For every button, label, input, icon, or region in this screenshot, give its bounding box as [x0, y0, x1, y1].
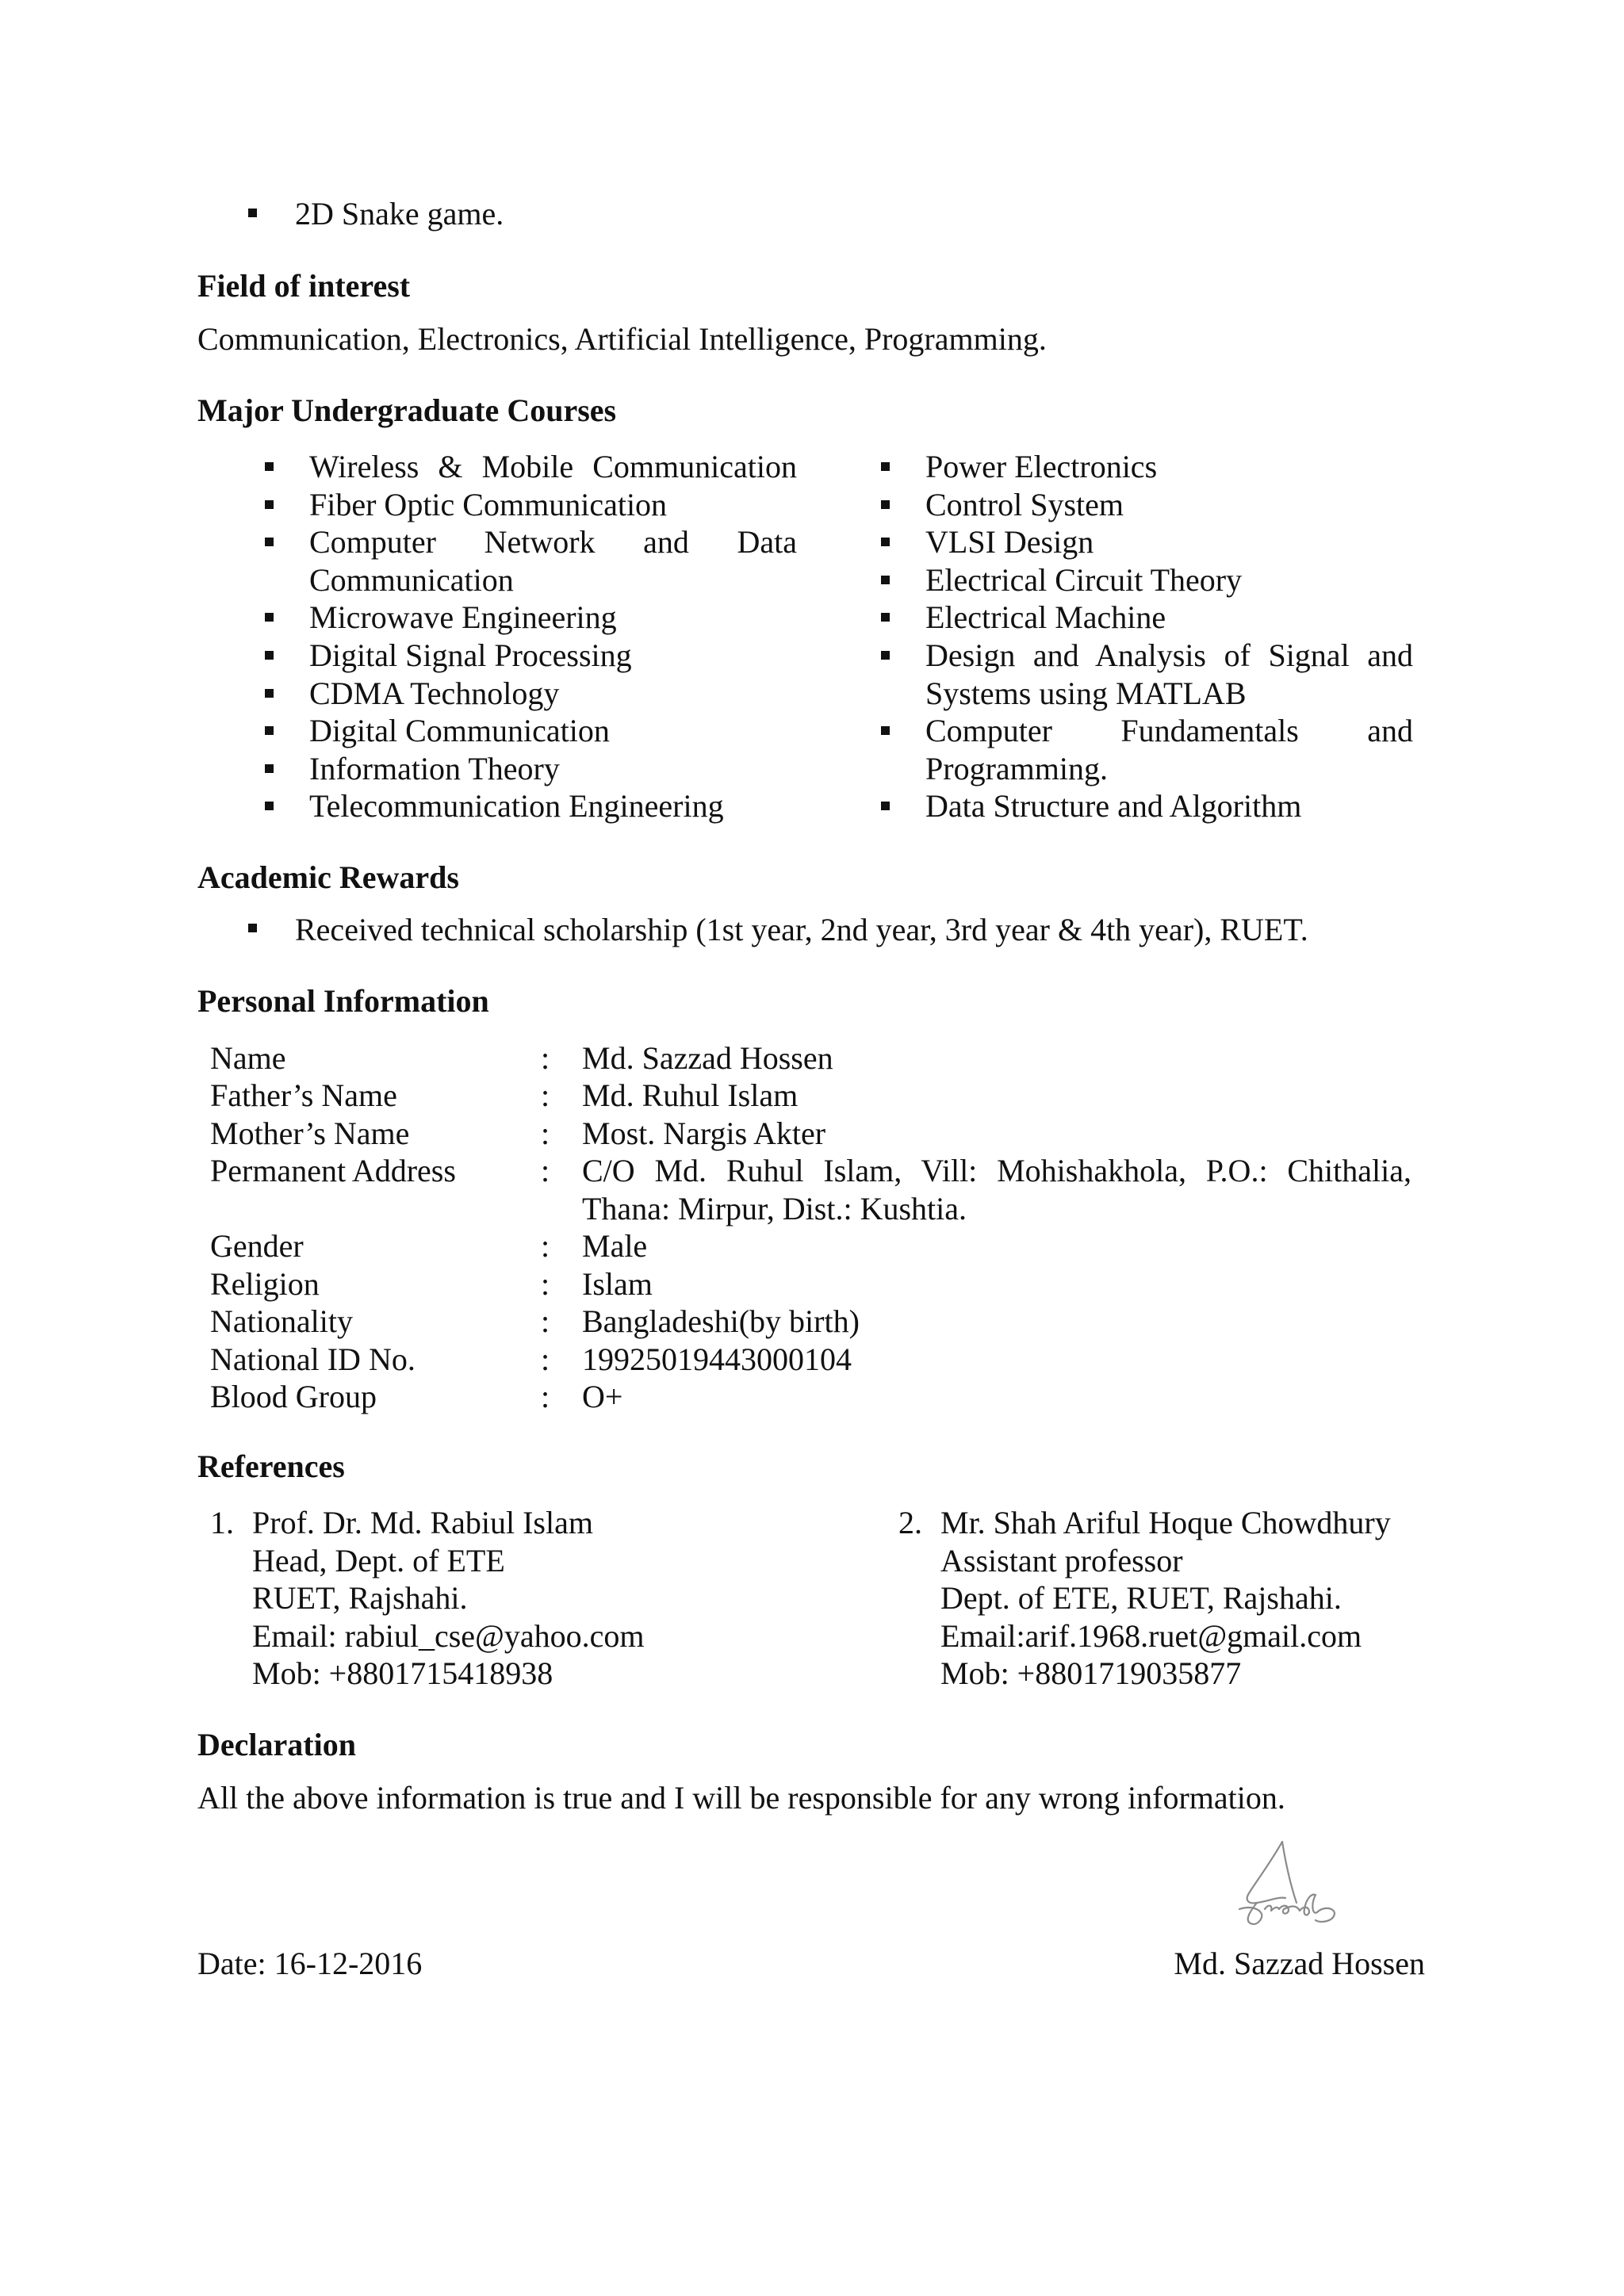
course-item: Fiber Optic Communication — [309, 486, 797, 524]
references-heading: References — [197, 1448, 345, 1484]
course-item: Telecommunication Engineering — [309, 787, 797, 825]
rewards-heading: Academic Rewards — [197, 859, 459, 895]
bullet-icon — [881, 576, 890, 584]
bullet-icon — [248, 924, 257, 932]
field-of-interest-text: Communication, Electronics, Artificial Intelligence, Programming. — [197, 321, 1047, 357]
bullet-icon — [265, 764, 274, 773]
bullet-icon — [265, 538, 274, 546]
course-item: Digital Communication — [309, 712, 797, 750]
bullet-icon — [265, 462, 274, 471]
bullet-icon — [881, 500, 890, 509]
field-of-interest-heading: Field of interest — [197, 268, 411, 304]
personal-heading: Personal Information — [197, 983, 489, 1019]
declaration-heading: Declaration — [197, 1727, 356, 1762]
bullet-icon — [265, 726, 274, 735]
course-item: Electrical Machine — [925, 599, 1413, 637]
course-item: Microwave Engineering — [309, 599, 797, 637]
course-item: Information Theory — [309, 750, 797, 788]
declaration-text: All the above information is true and I will be responsible for any wrong information. — [197, 1780, 1285, 1816]
bullet-icon — [265, 500, 274, 509]
course-item: Design and Analysis of Signal and Systems using MATLAB — [925, 637, 1413, 712]
course-item: Digital Signal Processing — [309, 637, 797, 675]
bullet-icon — [881, 651, 890, 660]
course-item: Wireless & Mobile Communication — [309, 448, 797, 486]
courses-left-column — [309, 448, 797, 825]
bullet-icon — [265, 613, 274, 622]
course-item: Control System — [925, 486, 1413, 524]
courses-right-column — [925, 448, 1413, 825]
course-item: Data Structure and Algorithm — [925, 787, 1413, 825]
course-item: VLSI Design — [925, 523, 1413, 561]
bullet-icon — [248, 209, 257, 217]
project-item: 2D Snake game. — [295, 196, 504, 232]
course-item: Power Electronics — [925, 448, 1413, 486]
bullet-icon — [265, 689, 274, 698]
bullet-icon — [881, 802, 890, 810]
course-item: Electrical Circuit Theory — [925, 561, 1413, 599]
bullet-icon — [265, 802, 274, 810]
date-text: Date: 16-12-2016 — [197, 1946, 423, 1981]
bullet-icon — [881, 613, 890, 622]
bullet-icon — [881, 538, 890, 546]
courses-heading: Major Undergraduate Courses — [197, 392, 617, 428]
bullet-icon — [881, 462, 890, 471]
signature — [1233, 1838, 1368, 1933]
bullet-icon — [265, 651, 274, 660]
course-item: Computer Network and Data Communication — [309, 523, 797, 599]
reward-item: Received technical scholarship (1st year, 2nd year, 3rd year & 4th year), RUET. — [295, 912, 1308, 947]
course-item: Computer Fundamentals and Programming. — [925, 712, 1413, 787]
signatory-name: Md. Sazzad Hossen — [1174, 1946, 1425, 1981]
bullet-icon — [881, 726, 890, 735]
course-item: CDMA Technology — [309, 675, 797, 713]
cv-page: 2D Snake game. Field of interest Communication, Electronics, Artificial Intelligence, Programming. Major Undergraduate Courses Wireless & Mobile Communication Fiber Optic Communication Computer Network and Data Communication Microwave Engineering Digital Signal Processing CDMA Technology Digital Communication Information Theory Telecommunication Engineering Power Electronics Control System VLSI Design Electrical Circuit Theory Electrical Machine Design and Analysis of Signal and Systems using MATLAB Computer Fundamentals and Programming. Data Structure and Algorithm Academic Rewards Received technical scholarship (1st year, 2nd year, 3rd year & 4th year), RUET. Personal Information Name : Md. Sazzad Hossen Father’s Name : Md. Ruhul Islam Mother’s Name : Most. Nargis Akter Permanent Address : C/O Md. Ruhul Islam, Vill: Mohishakhola, P.O.: Chithalia, Thana: Mirpur, Dist.: Kushtia. Gender : Male Religion : Islam Nationality : Bangladeshi(by birth) National ID No. : 19925019443000104 Blood Group : O+ References 1. Prof. Dr. Md. Rabiul Islam Head, Dept. of ETE RUET, Rajshahi. Email: rabiul_cse@yahoo.com Mob: +8801715418938 2. Mr. Shah Ariful Hoque Chowdhury Assistant professor Dept. of ETE, RUET, Rajshahi. Email:arif.1968.ruet@gmail.com Mob: +8801719035877 Declaration All the above information is true and I will be responsible for any wrong information. Date: 16-12-2016 Md. Sazzad Hossen — [197, 196, 1425, 1981]
